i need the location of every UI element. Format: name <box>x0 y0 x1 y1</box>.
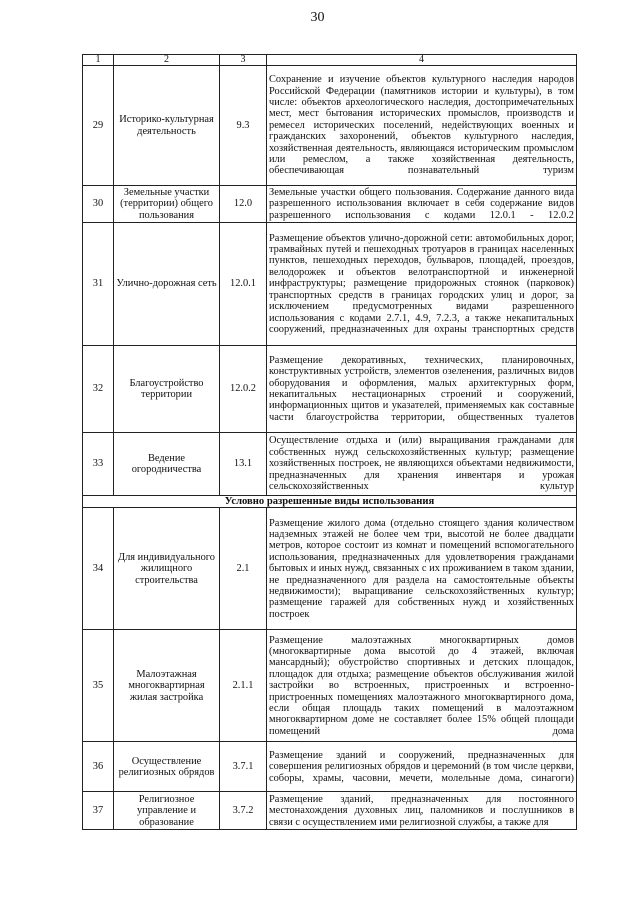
row-description: Размещение объектов улично-дорожной сети: автомобильных дорог, трамвайных путей и пешеходных тротуаров в границах населенных пунктов, пешеходных переходов, бульваров, площадей, проездов, велодорожек и объектов велотранспортной и инженерной инфраструктуры; размещение придорожных стоянок (парковок) транспортных средств в границах городских улиц и дорог, за исключением предусмотренных видами разрешенного использования с кодами 2.7.1, 4.9, 7.2.3, а также некапитальных сооружений, предназначенных для охраны транспортных средств <box>267 223 577 346</box>
table-row <box>83 630 577 742</box>
row-description: Осуществление отдыха и (или) выращивания гражданами для собственных нужд сельскохозяйственных культур; размещение хозяйственных построек, не являющихся объектами недвижимости, предназначенных для хранения инвентаря и урожая сельскохозяйственных культур <box>267 433 577 496</box>
row-code: 12.0.2 <box>220 346 267 433</box>
row-name: Улично-дорожная сеть <box>114 223 220 346</box>
row-description: Размещение зданий и сооружений, предназначенных для совершения религиозных обрядов и церемоний (в том числе церкви, соборы, храмы, часовни, мечети, молельные дома, синагоги) <box>267 742 577 792</box>
row-name: Религиозное управление и образование <box>114 792 220 830</box>
row-code: 12.0.1 <box>220 223 267 346</box>
row-code: 3.7.1 <box>220 742 267 792</box>
row-code: 3.7.2 <box>220 792 267 830</box>
row-description: Сохранение и изучение объектов культурного наследия народов Российской Федерации (памятников истории и культуры), в том числе: объектов археологического наследия, достопримечательных мест, мест бытования исторических промыслов, производств и ремесел исторических поселений, недействующих военных и гражданских захоронений, объектов культурного наследия, хозяйственная деятельность, являющаяся историческим промыслом или ремеслом, а также хозяйственная деятельность, обеспечивающая познавательный туризм <box>267 66 577 186</box>
row-number: 33 <box>83 433 114 496</box>
row-description: Размещение жилого дома (отдельно стоящего здания количеством надземных этажей не более чем три, высотой не более двадцати метров, которое состоит из комнат и помещений вспомогательного использования, предназначенных для удовлетворения гражданами бытовых и иных нужд, связанных с их проживанием в таком здании, не предназначенного для раздела на самостоятельные объекты недвижимости); выращивание сельскохозяйственных культур; размещение гаражей для собственных нужд и хозяйственных построек <box>267 508 577 630</box>
header-col-1: 1 <box>83 55 114 66</box>
row-name: Ведение огородничества <box>114 433 220 496</box>
row-name: Осуществление религиозных обрядов <box>114 742 220 792</box>
table-row <box>83 508 577 630</box>
table-row <box>83 433 577 496</box>
row-description: Размещение зданий, предназначенных для постоянного местонахождения духовных лиц, паломников и послушников в связи с осуществлением ими религиозной службы, а также для <box>267 792 577 830</box>
row-code: 2.1 <box>220 508 267 630</box>
row-name: Историко-культурная деятельность <box>114 66 220 186</box>
row-code: 12.0 <box>220 186 267 223</box>
row-code: 2.1.1 <box>220 630 267 742</box>
row-number: 30 <box>83 186 114 223</box>
page-number: 30 <box>310 10 325 25</box>
row-code: 9.3 <box>220 66 267 186</box>
header-col-3: 3 <box>220 55 267 66</box>
land-use-table <box>82 54 577 830</box>
row-number: 35 <box>83 630 114 742</box>
row-number: 29 <box>83 66 114 186</box>
row-name: Для индивидуального жилищного строительства <box>114 508 220 630</box>
row-number: 32 <box>83 346 114 433</box>
row-number: 31 <box>83 223 114 346</box>
section-title: Условно разрешенные виды использования <box>83 496 577 508</box>
table-row <box>83 792 577 830</box>
row-number: 34 <box>83 508 114 630</box>
row-name: Благоустройство территории <box>114 346 220 433</box>
table-row <box>83 66 577 186</box>
header-col-2: 2 <box>114 55 220 66</box>
section-header-row <box>83 496 577 508</box>
row-name: Малоэтажная многоквартирная жилая застройка <box>114 630 220 742</box>
row-description: Размещение декоративных, технических, планировочных, конструктивных устройств, элементов озеленения, различных видов оборудования и оформления, малых архитектурных форм, некапитальных нестационарных строений и сооружений, информационных щитов и указателей, применяемых как составные части благоустройства территории, общественных туалетов <box>267 346 577 433</box>
row-code: 13.1 <box>220 433 267 496</box>
row-description: Размещение малоэтажных многоквартирных домов (многоквартирные дома высотой до 4 этажей, включая мансардный); обустройство спортивных и детских площадок, площадок для отдыха; размещение объектов обслуживания жилой застройки во встроенных, пристроенных и встроенно-пристроенных помещениях малоэтажного многоквартирного дома, если общая площадь таких помещений в малоэтажном многоквартирном доме не составляет более 15% общей площади помещений дома <box>267 630 577 742</box>
row-number: 37 <box>83 792 114 830</box>
header-col-4: 4 <box>267 55 577 66</box>
table-header-row <box>83 55 577 66</box>
table-row <box>83 223 577 346</box>
row-number: 36 <box>83 742 114 792</box>
row-name: Земельные участки (территории) общего пользования <box>114 186 220 223</box>
table-row <box>83 346 577 433</box>
row-description: Земельные участки общего пользования. Содержание данного вида разрешенного использования включает в себя содержание видов разрешенного использования с кодами 12.0.1 - 12.0.2 <box>267 186 577 223</box>
table-row <box>83 742 577 792</box>
table-row <box>83 186 577 223</box>
